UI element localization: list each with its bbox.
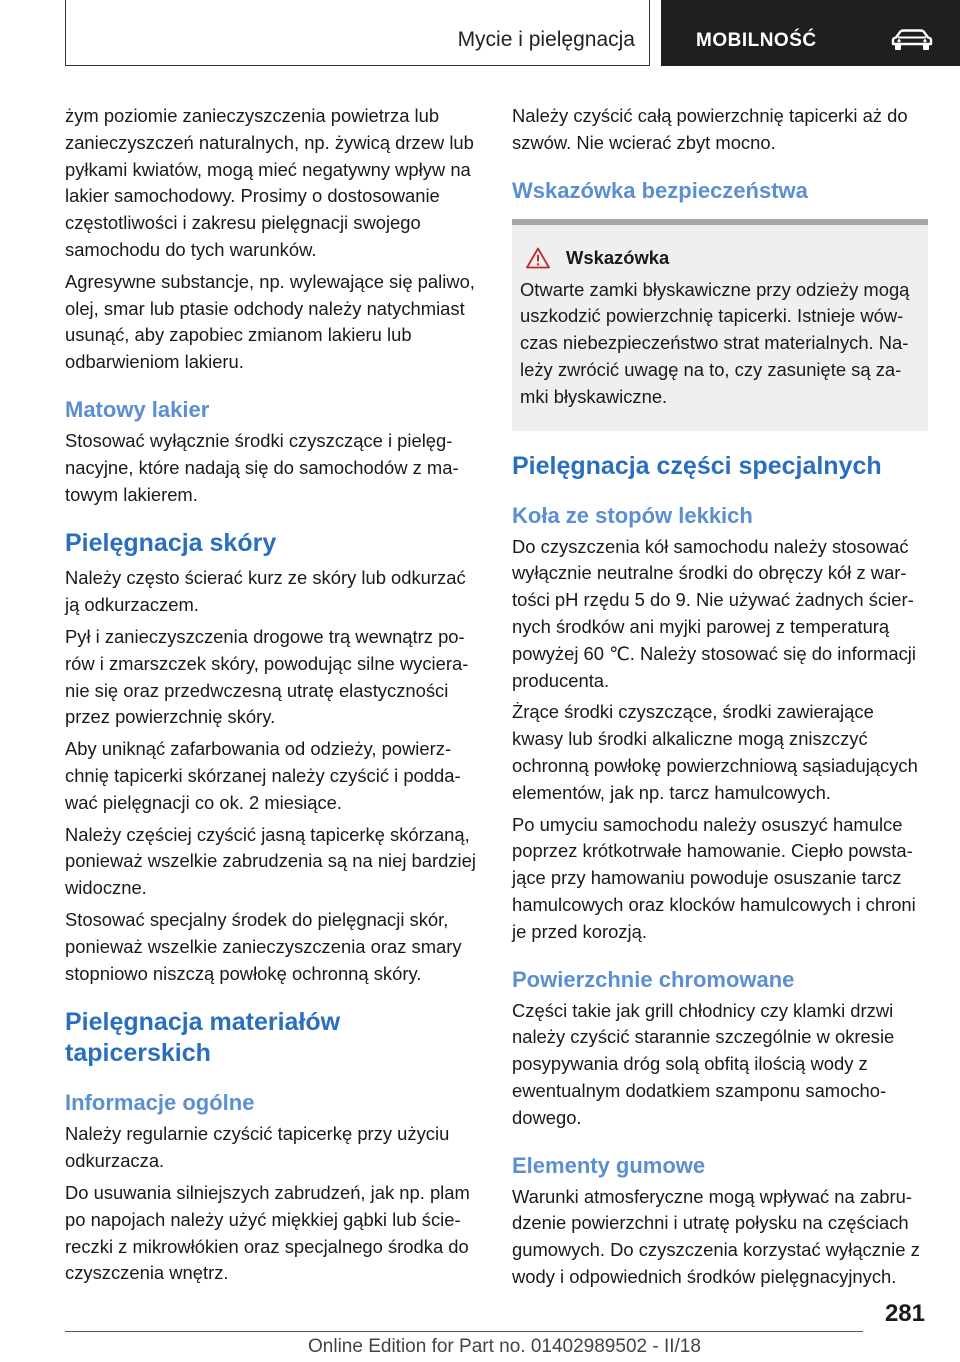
- heading-kola: Koła ze stopów lekkich: [512, 502, 753, 528]
- warning-text: Otwarte zamki błyskawiczne przy odzieży mogą uszkodzić powierzchnię tapicerki. Istnieje wówczas niebezpieczeństwo strat materialnych. Należy zwrócić uwagę na to, czy zasunięte są zamki błyskawiczne.: [520, 278, 910, 407]
- warning-title: Wskazówka: [566, 246, 670, 268]
- warning-box: [512, 219, 928, 431]
- paragraph: Należy czyścić całą powierzchnię tapicerki aż do szwów. Nie wcierać zbyt mocno.: [512, 105, 908, 153]
- page-header: [65, 0, 960, 66]
- section-title: Mycie i pielęgnacja: [457, 28, 635, 51]
- heading-informacje-ogolne: Informacje ogólne: [65, 1090, 255, 1116]
- heading-powierzchnie-chromowane: Powierzchnie chromowane: [512, 966, 795, 992]
- paragraph: żym poziomie zanieczyszczenia powietrza lub zanieczyszczeń naturalnych, np. żywicą drzew lub pyłkami kwiatów, mogą mieć negatywny wpływ na lakier samochodowy. Prosimy o dostosowanie częstotliwości i zakresu pielęgnacji swojego samochodu do tych warunków.: [65, 105, 474, 260]
- heading-matowy-lakier: Matowy lakier: [65, 396, 210, 422]
- heading-elementy-gumowe: Elementy gumowe: [512, 1152, 706, 1178]
- paragraph: Agresywne substancje, np. wylewające się paliwo, olej, smar lub ptasie odchody należy natychmiast usunąć, aby zapobiec zmianom lakieru lub odbarwieniom lakieru.: [65, 270, 475, 373]
- section-header-box: [65, 0, 650, 66]
- paragraph: Części takie jak grill chłodnicy czy klamki drzwi należy czyścić starannie szczególnie w okresie posypywania dróg solą obfitą ilością wody z ewentualnym dodatkiem szamponu samochodowego.: [512, 999, 895, 1128]
- paragraph: Warunki atmosferyczne mogą wpływać na zabrudzenie powierzchni i utratę połysku na częściach gumowych. Do czyszczenia korzystać wyłącznie z wody i odpowiednich środków pielęgnacyjnych.: [512, 1185, 920, 1287]
- paragraph: Pył i zanieczyszczenia drogowe trą wewnątrz porów i zmarszczek skóry, powodując silne wycieranie się oraz przedwczesną utratę elastyczności przez powierzchnię skóry.: [65, 625, 469, 728]
- page-number: 281: [884, 1300, 925, 1327]
- heading-wskazowka-bezpieczenstwa: Wskazówka bezpieczeństwa: [512, 177, 808, 203]
- paragraph: Stosować specjalny środek do pielęgnacji skór, ponieważ wszelkie zanieczyszczenia oraz smary stopniowo niszczą powłokę ochronną skóry.: [65, 908, 462, 984]
- paragraph: Po umyciu samochodu należy osuszyć hamulce poprzez krótkotrwałe hamowanie. Ciepło powstające przy hamowaniu powoduje osuszanie tarcz hamulcowych oraz klocków hamulcowych i chroni je przed korozją.: [512, 813, 916, 942]
- left-column: [65, 103, 481, 1292]
- paragraph: Żrące środki czyszczące, środki zawierające kwasy lub środki alkaliczne mogą zniszczyć ochronną powłokę powierzchniową sąsiadujących elementów, jak np. tarcz hamulcowych.: [512, 701, 918, 803]
- paragraph: Należy częściej czyścić jasną tapicerkę skórzaną, ponieważ wszelkie zabrudzenia są na niej bardziej widoczne.: [65, 823, 476, 899]
- paragraph: Należy regularnie czyścić tapicerkę przy użyciu odkurzacza.: [65, 1123, 450, 1172]
- heading-pielegnacja-skory: Pielęgnacja skóry: [65, 529, 277, 558]
- chapter-header: [661, 0, 960, 66]
- paragraph: Stosować wyłącznie środki czyszczące i pielęgnacyjne, które nadają się do samochodów z matowym lakierem.: [65, 429, 459, 505]
- paragraph: Należy często ścierać kurz ze skóry lub odkurzać ją odkurzaczem.: [65, 567, 466, 616]
- warning-header: [520, 247, 920, 269]
- heading-pielegnacja-materialow: Pielęgnacja materiałów tapicerskich: [65, 1008, 341, 1068]
- footer-edition: Online Edition for Part no. 01402989502 - II/18: [308, 1336, 701, 1357]
- warning-triangle-icon: [526, 247, 550, 269]
- right-column: [512, 103, 928, 1296]
- heading-pielegnacja-czesci: Pielęgnacja części specjalnych: [512, 451, 882, 480]
- footer-divider: [65, 1331, 863, 1332]
- paragraph: Aby uniknąć zafarbowania od odzieży, powierzchnię tapicerki skórzanej należy czyścić i poddawać pielęgnacji co ok. 2 miesiące.: [65, 738, 461, 813]
- car-icon: [889, 28, 935, 52]
- chapter-title: MOBILNOŚĆ: [696, 30, 817, 51]
- paragraph: Do usuwania silniejszych zabrudzeń, jak np. plam po napojach należy użyć miękkiej gąbki lub ściereczki z mikrowłókien oraz specjalnego środka do czyszczenia wnętrz.: [65, 1181, 470, 1284]
- paragraph: Do czyszczenia kół samochodu należy stosować wyłącznie neutralne środki do obręczy kół z wartości pH rzędu 5 do 9. Nie używać żadnych ściernych środków ani myjki parowej z temperaturą powyżej 60 ℃. Należy stosować się do informacji producenta.: [512, 535, 916, 691]
